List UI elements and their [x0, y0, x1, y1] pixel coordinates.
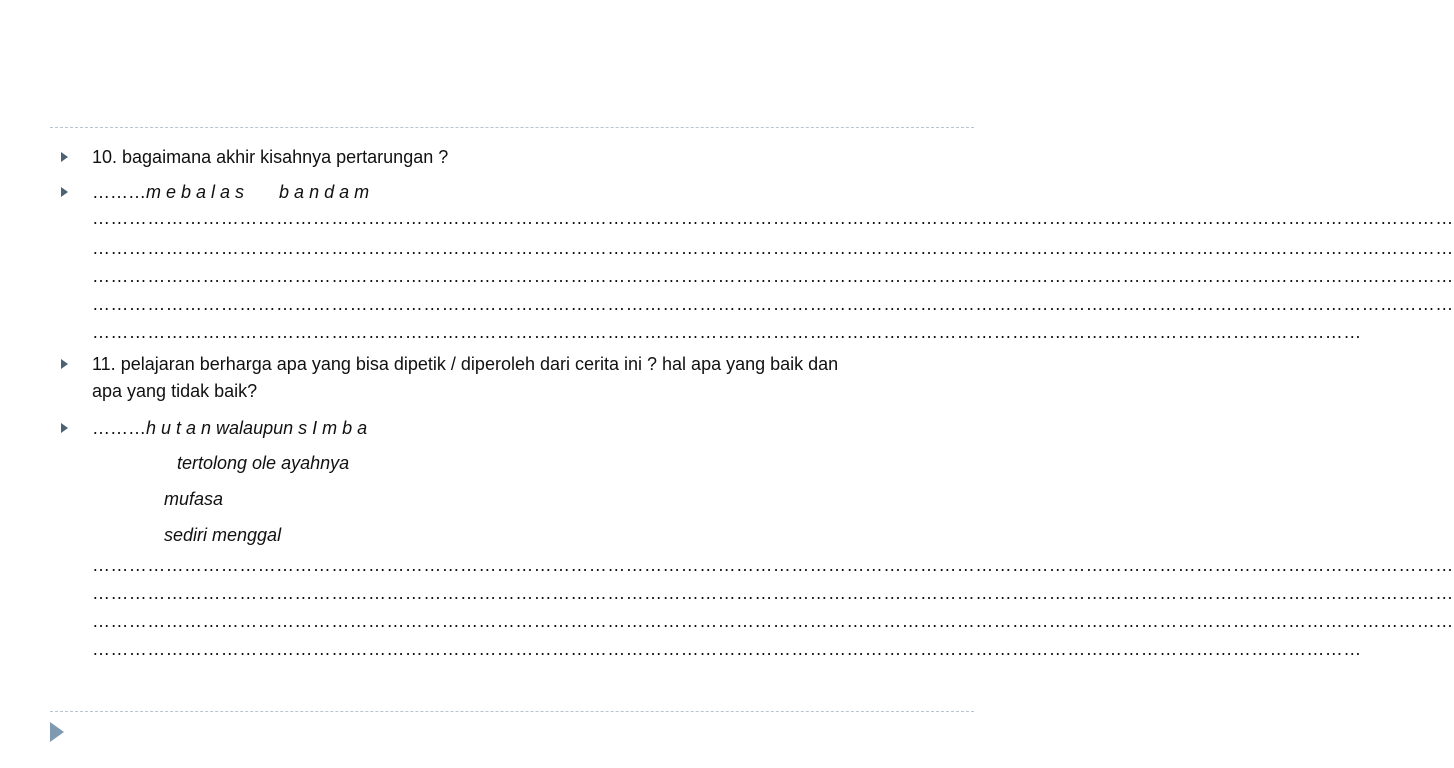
dotted-line: ……………………………………………………………………………………………………………………………………………………………………………………………………: [92, 238, 1454, 258]
answer-text: m e b a l a s b a n d a m: [146, 182, 370, 202]
dotted-line: ……………………………………………………………………………………………………………………………………………………………………………………………………: [92, 583, 1454, 603]
dotted-line: ……………………………………………………………………………………………………………………………………………………………………………………………………: [92, 266, 1454, 286]
question-11-line-1: 11. pelajaran berharga apa yang bisa dipetik / diperoleh dari cerita ini ? hal apa yang baik dan: [92, 354, 839, 374]
answer-11-line-4: sediri menggal: [164, 525, 282, 545]
next-slide-arrow-icon[interactable]: [50, 722, 64, 742]
answer-10: [92, 180, 369, 204]
bullet-icon: [61, 152, 68, 162]
answer-11-line-3: mufasa: [164, 489, 224, 509]
question-11-line-2: apa yang tidak baik?: [92, 381, 258, 401]
answer-lead: ………: [92, 182, 146, 202]
dotted-line: ……………………………………………………………………………………………………………………………………………………………………………………………………: [92, 611, 1454, 631]
answer-text: h u t a n walaupun s I m b a: [146, 418, 368, 438]
bottom-divider: [50, 711, 974, 712]
bullet-icon: [61, 187, 68, 197]
question-10: 10. bagaimana akhir kisahnya pertarungan ?: [92, 147, 449, 167]
top-divider: [50, 127, 974, 128]
bullet-icon: [61, 359, 68, 369]
bullet-icon: [61, 423, 68, 433]
dotted-line: ……………………………………………………………………………………………………………………………………………………………………………………………………: [92, 294, 1454, 314]
dotted-line: ………………………………………………………………………………………………………………………………………………………………………………………: [92, 322, 1362, 342]
answer-lead: ………: [92, 418, 146, 438]
answer-11-line-1: [92, 416, 367, 440]
dotted-line: ……………………………………………………………………………………………………………………………………………………………………………………………………: [92, 555, 1454, 575]
dotted-line: ……………………………………………………………………………………………………………………………………………………………………………………………………: [92, 208, 1454, 228]
answer-11-line-2: tertolong ole ayahnya: [177, 453, 350, 473]
dotted-line: ………………………………………………………………………………………………………………………………………………………………………………………: [92, 639, 1362, 659]
